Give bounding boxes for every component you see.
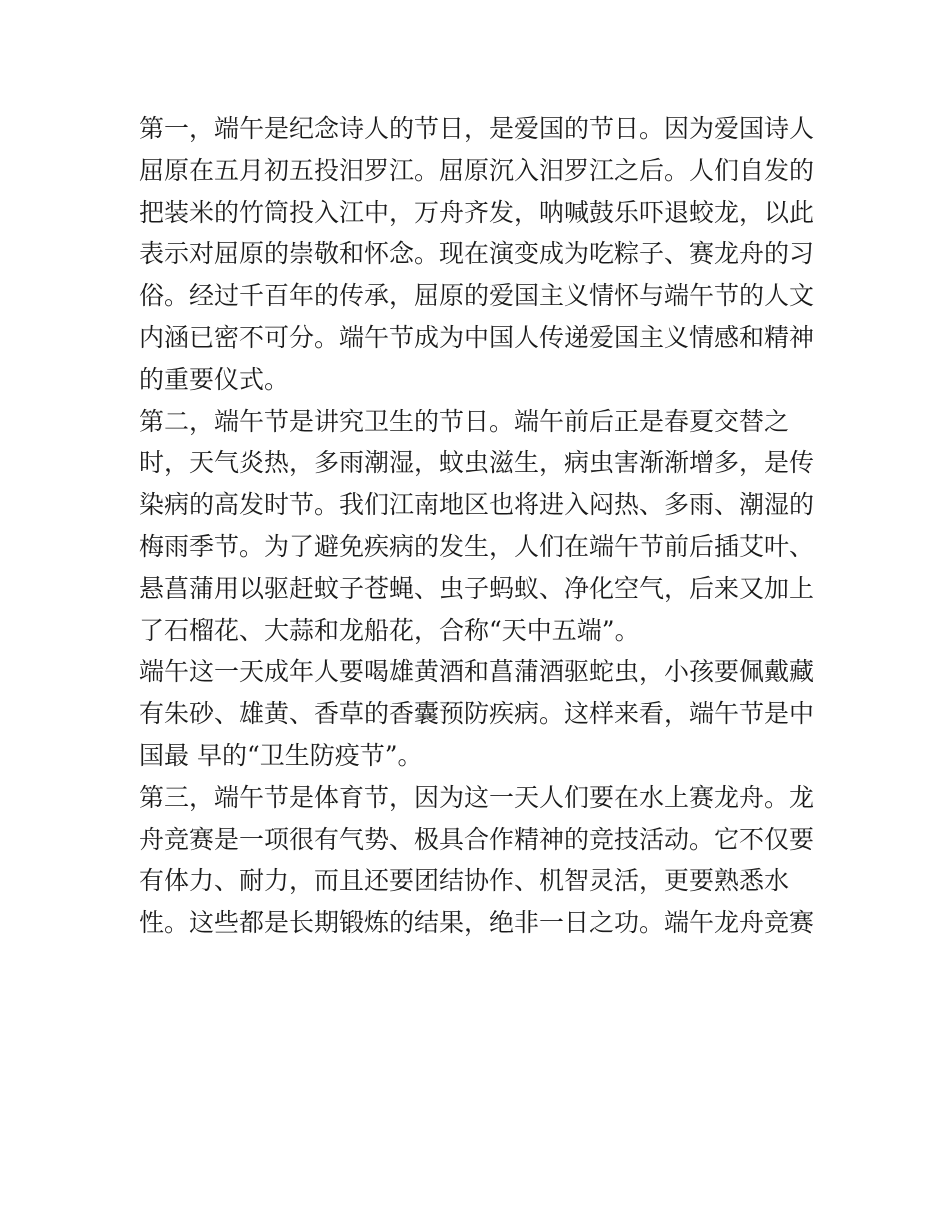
text-line-6: 内涵已密不可分。端午节成为中国人传递爱国主义情感和精神: [139, 322, 815, 352]
text-line-10: 染病的高发时节。我们江南地区也将进入闷热、多雨、潮湿的: [139, 490, 815, 520]
text-line-19: 有体力、耐力，而且还要团结协作、机智灵活，更要熟悉水: [139, 866, 790, 896]
text-line-9: 时，天气炎热，多雨潮湿，蚊虫滋生，病虫害渐渐增多，是传: [139, 448, 815, 478]
text-line-18: 舟竞赛是一项很有气势、极具合作精神的竞技活动。它不仅要: [139, 824, 815, 854]
text-line-16: 国最 早的“卫生防疫节”。: [139, 740, 423, 770]
text-line-12: 悬菖蒲用以驱赶蚊子苍蝇、虫子蚂蚁、净化空气，后来又加上: [139, 573, 815, 603]
text-line-3: 把装米的竹筒投入江中，万舟齐发，呐喊鼓乐吓退蛟龙，以此: [139, 197, 815, 227]
text-line-15: 有朱砂、雄黄、香草的香囊预防疾病。这样来看，端午节是中: [139, 699, 815, 729]
text-line-20: 性。这些都是长期锻炼的结果，绝非一日之功。端午龙舟竞赛: [139, 908, 815, 938]
text-line-8: 第二，端午节是讲究卫生的节日。端午前后正是春夏交替之: [139, 406, 790, 436]
text-line-2: 屈原在五月初五投汨罗江。屈原沉入汨罗江之后。人们自发的: [139, 155, 815, 185]
text-line-11: 梅雨季节。为了避免疾病的发生，人们在端午节前后插艾叶、: [139, 531, 815, 561]
text-line-1: 第一，端午是纪念诗人的节日，是爱国的节日。因为爱国诗人: [139, 114, 815, 143]
text-line-5: 俗。经过千百年的传承，屈原的爱国主义情怀与端午节的人文: [139, 281, 815, 311]
text-line-4: 表示对屈原的崇敬和怀念。现在演变成为吃粽子、赛龙舟的习: [139, 239, 815, 269]
text-line-13: 了石榴花、大蒜和龙船花，合称“天中五端”。: [139, 615, 640, 645]
body-text: [139, 108, 819, 944]
text-line-7: 的重要仪式。: [139, 364, 290, 394]
text-line-17: 第三，端午节是体育节，因为这一天人们要在水上赛龙舟。龙: [139, 782, 815, 812]
text-line-14: 端午这一天成年人要喝雄黄酒和菖蒲酒驱蛇虫，小孩要佩戴藏: [139, 657, 815, 687]
